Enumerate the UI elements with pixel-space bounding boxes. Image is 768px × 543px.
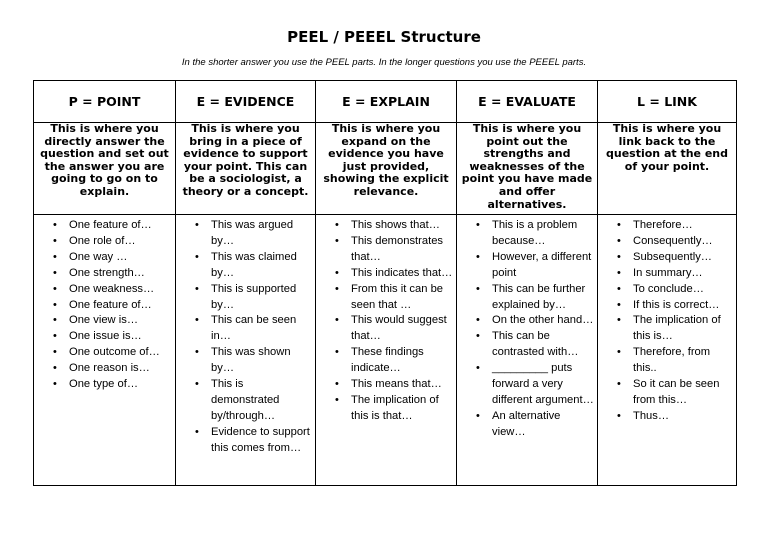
list-item: • This indicates that…	[316, 266, 456, 282]
list-item: • Subsequently…	[598, 250, 736, 266]
list-item: • To conclude…	[598, 282, 736, 298]
list-item: • This means that…	[316, 377, 456, 393]
starters-explain-list	[316, 215, 456, 425]
header-row	[34, 81, 737, 123]
list-item: • This can be seen in…	[176, 313, 315, 345]
list-item: • One feature of…	[34, 298, 175, 314]
list-item: • One type of…	[34, 377, 175, 393]
list-item: • Therefore, from this..	[598, 345, 736, 377]
list-item: • _________ puts forward a very different argument…	[457, 361, 597, 409]
list-item: • Consequently…	[598, 234, 736, 250]
list-item: • This is demonstrated by/through…	[176, 377, 315, 425]
list-item: • So it can be seen from this…	[598, 377, 736, 409]
column-header-link: L = LINK	[598, 81, 737, 123]
list-item: • On the other hand…	[457, 313, 597, 329]
starters-link-list	[598, 215, 736, 425]
list-item: • Evidence to support this comes from…	[176, 425, 315, 457]
column-header-evaluate: E = EVALUATE	[457, 81, 598, 123]
starters-evaluate-cell	[457, 215, 598, 486]
starters-evidence-list	[176, 215, 315, 457]
description-evaluate: This is where you point out the strengths and weaknesses of the point you have made and offer alternatives.	[457, 123, 598, 215]
page-title: PEEL / PEEEL Structure	[287, 28, 481, 46]
list-item: • This can be contrasted with…	[457, 329, 597, 361]
column-header-explain: E = EXPLAIN	[316, 81, 457, 123]
sentence-starters-row	[34, 215, 737, 486]
starters-evidence-cell	[176, 215, 316, 486]
list-item: • One role of…	[34, 234, 175, 250]
list-item: • Thus…	[598, 409, 736, 425]
list-item: • If this is correct…	[598, 298, 736, 314]
description-row	[34, 123, 737, 215]
list-item: • One issue is…	[34, 329, 175, 345]
list-item: • One view is…	[34, 313, 175, 329]
list-item: • However, a different point	[457, 250, 597, 282]
list-item: • The implication of this is that…	[316, 393, 456, 425]
list-item: • This was claimed by…	[176, 250, 315, 282]
list-item: • One reason is…	[34, 361, 175, 377]
list-item: • Therefore…	[598, 218, 736, 234]
peel-table	[33, 80, 737, 486]
list-item: • This demonstrates that…	[316, 234, 456, 266]
list-item: • These findings indicate…	[316, 345, 456, 377]
list-item: • This was argued by…	[176, 218, 315, 250]
list-item: • One weakness…	[34, 282, 175, 298]
description-evidence: This is where you bring in a piece of evidence to support your point. This can be a sociologist, a theory or a concept.	[176, 123, 316, 215]
list-item: • One way …	[34, 250, 175, 266]
list-item: • This can be further explained by…	[457, 282, 597, 314]
list-item: • This shows that…	[316, 218, 456, 234]
description-point: This is where you directly answer the question and set out the answer you are going to go on to explain.	[34, 123, 176, 215]
list-item: • This was shown by…	[176, 345, 315, 377]
description-explain: This is where you expand on the evidence you have just provided, showing the explicit relevance.	[316, 123, 457, 215]
description-link: This is where you link back to the question at the end of your point.	[598, 123, 737, 215]
page-subtitle: In the shorter answer you use the PEEL parts. In the longer questions you use the PEEEL parts.	[181, 57, 587, 68]
list-item: • From this it can be seen that …	[316, 282, 456, 314]
starters-point-cell	[34, 215, 176, 486]
starters-evaluate-list	[457, 215, 597, 441]
list-item: • This would suggest that…	[316, 313, 456, 345]
column-header-evidence: E = EVIDENCE	[176, 81, 316, 123]
list-item: • One outcome of…	[34, 345, 175, 361]
starters-point-list	[34, 215, 175, 393]
starters-link-cell	[598, 215, 737, 486]
list-item: • This is supported by…	[176, 282, 315, 314]
list-item: • The implication of this is…	[598, 313, 736, 345]
list-item: • In summary…	[598, 266, 736, 282]
list-item: • One feature of…	[34, 218, 175, 234]
starters-explain-cell	[316, 215, 457, 486]
column-header-point: P = POINT	[34, 81, 176, 123]
list-item: • An alternative view…	[457, 409, 597, 441]
list-item: • One strength…	[34, 266, 175, 282]
list-item: • This is a problem because…	[457, 218, 597, 250]
